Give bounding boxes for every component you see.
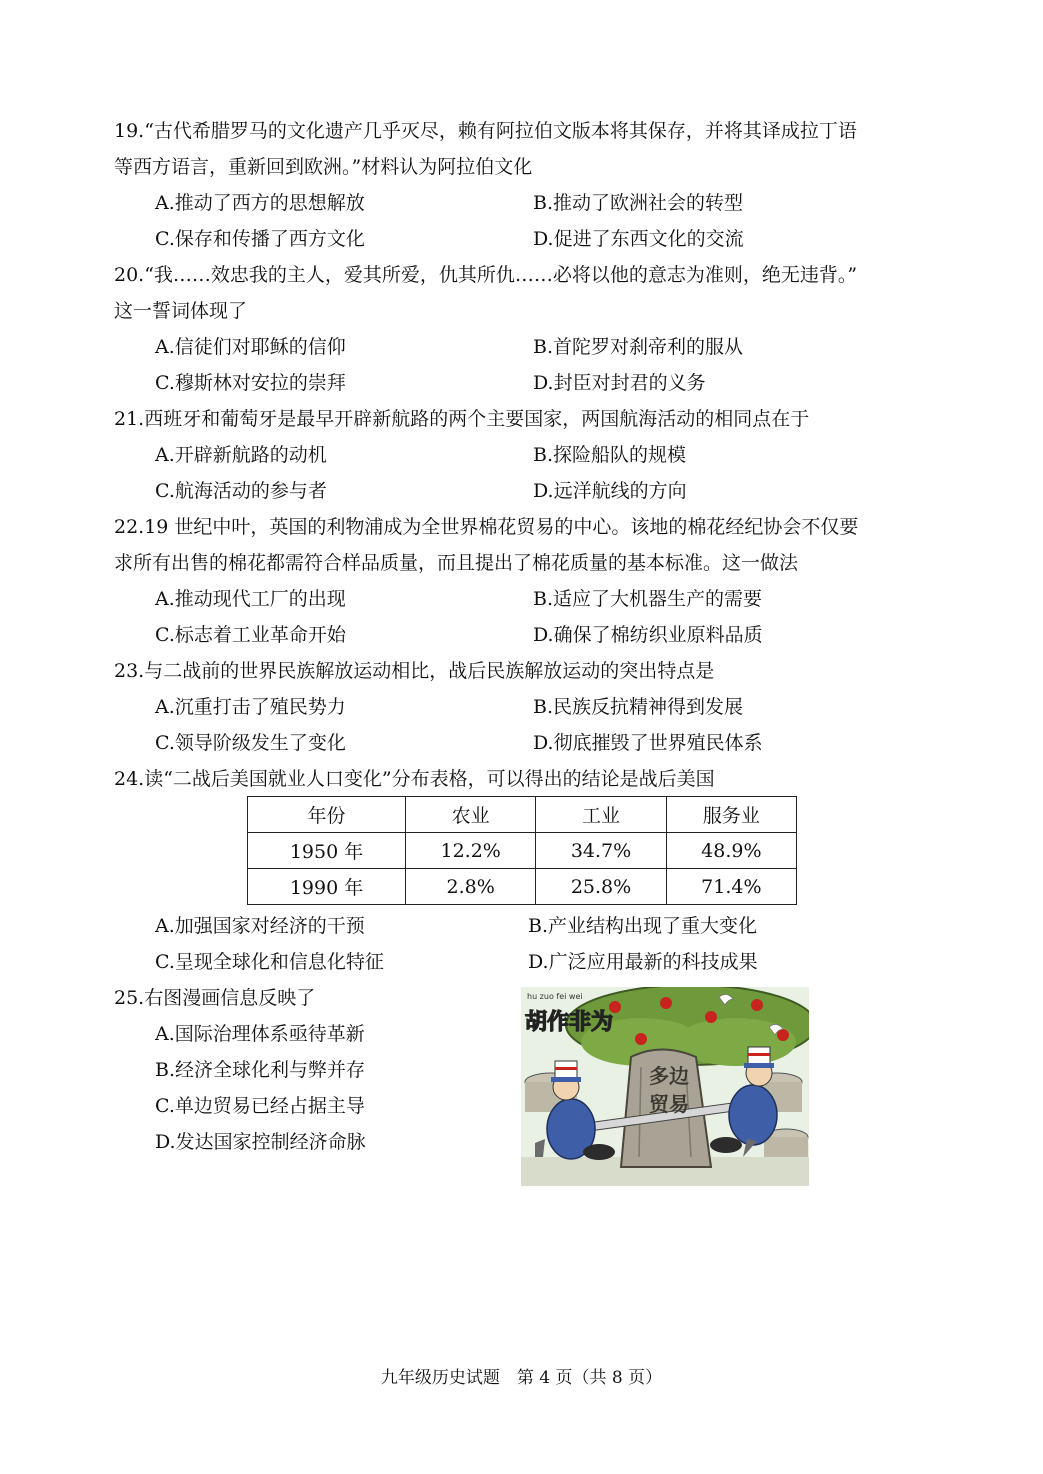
q23-option-a: A.沉重打击了殖民势力 <box>155 696 346 718</box>
q24-option-c: C.呈现全球化和信息化特征 <box>155 951 384 973</box>
table-header-cell: 年份 <box>248 797 406 833</box>
table-cell: 71.4% <box>666 869 796 905</box>
q20-option-c: C.穆斯林对安拉的崇拜 <box>155 372 346 394</box>
cartoon-trunk-text: 多边 <box>649 1064 689 1088</box>
q19-option-c: C.保存和传播了西方文化 <box>155 228 365 250</box>
q25-option-c: C.单边贸易已经占据主导 <box>155 1095 365 1117</box>
q22-option-c: C.标志着工业革命开始 <box>155 624 346 646</box>
q20-option-b: B.首陀罗对刹帝利的服从 <box>533 336 744 358</box>
q19-option-d: D.促进了东西文化的交流 <box>533 228 744 250</box>
table-header-row <box>248 797 797 833</box>
q22-stem-line-2: 求所有出售的棉花都需符合样品质量，而且提出了棉花质量的基本标准。这一做法 <box>114 552 799 574</box>
table-cell: 2.8% <box>406 869 536 905</box>
q23-option-d: D.彻底摧毁了世界殖民体系 <box>533 732 763 754</box>
q22-option-b: B.适应了大机器生产的需要 <box>533 588 763 610</box>
q19-stem-line-2: 等西方语言，重新回到欧洲。”材料认为阿拉伯文化 <box>114 156 533 178</box>
q21-option-a: A.开辟新航路的动机 <box>155 444 327 466</box>
q21-option-c: C.航海活动的参与者 <box>155 480 327 502</box>
page-footer: 九年级历史试题 第 4 页（共 8 页） <box>380 1368 663 1388</box>
table-header-cell: 工业 <box>536 797 666 833</box>
q24-option-d: D.广泛应用最新的科技成果 <box>528 951 758 973</box>
table-row <box>248 833 797 869</box>
trade-cartoon-image <box>521 987 809 1186</box>
employment-table <box>247 796 797 905</box>
q22-option-d: D.确保了棉纺织业原料品质 <box>533 624 763 646</box>
cartoon-title: 胡作非为 <box>525 1010 614 1035</box>
table-cell: 1950 年 <box>248 833 406 869</box>
q21-stem-line-1: 21.西班牙和葡萄牙是最早开辟新航路的两个主要国家，两国航海活动的相同点在于 <box>114 408 810 430</box>
q25-option-d: D.发达国家控制经济命脉 <box>155 1131 366 1153</box>
q20-stem-line-1: 20.“我……效忠我的主人，爱其所爱，仇其所仇……必将以他的意志为准则，绝无违背。” <box>114 264 858 286</box>
table-cell: 25.8% <box>536 869 666 905</box>
q25-stem-line-1: 25.右图漫画信息反映了 <box>114 987 316 1009</box>
q20-option-d: D.封臣对封君的义务 <box>533 372 706 394</box>
table-header-cell: 服务业 <box>666 797 796 833</box>
q23-option-b: B.民族反抗精神得到发展 <box>533 696 744 718</box>
q19-option-a: A.推动了西方的思想解放 <box>155 192 365 214</box>
table-header-cell: 农业 <box>406 797 536 833</box>
q23-option-c: C.领导阶级发生了变化 <box>155 732 346 754</box>
table-cell: 1990 年 <box>248 869 406 905</box>
q25-option-a: A.国际治理体系亟待革新 <box>155 1023 365 1045</box>
q19-stem-line-1: 19.“古代希腊罗马的文化遗产几乎灭尽，赖有阿拉伯文版本将其保存，并将其译成拉丁语 <box>114 120 857 142</box>
q24-option-a: A.加强国家对经济的干预 <box>155 915 365 937</box>
q24-option-b: B.产业结构出现了重大变化 <box>528 915 758 937</box>
q21-option-b: B.探险船队的规模 <box>533 444 687 466</box>
table-cell: 12.2% <box>406 833 536 869</box>
q22-stem-line-1: 22.19 世纪中叶，英国的利物浦成为全世界棉花贸易的中心。该地的棉花经纪协会不仅要 <box>114 516 859 538</box>
cartoon-small-text: hu zuo fei wei <box>527 992 583 1001</box>
table-cell: 34.7% <box>536 833 666 869</box>
q22-option-a: A.推动现代工厂的出现 <box>155 588 346 610</box>
q20-option-a: A.信徒们对耶稣的信仰 <box>155 336 346 358</box>
q25-option-b: B.经济全球化利与弊并存 <box>155 1059 366 1081</box>
table-row <box>248 869 797 905</box>
cartoon-trunk-text-2: 贸易 <box>649 1092 689 1116</box>
q19-option-b: B.推动了欧洲社会的转型 <box>533 192 744 214</box>
q23-stem-line-1: 23.与二战前的世界民族解放运动相比，战后民族解放运动的突出特点是 <box>114 660 715 682</box>
q24-stem-line-1: 24.读“二战后美国就业人口变化”分布表格，可以得出的结论是战后美国 <box>114 768 715 790</box>
q21-option-d: D.远洋航线的方向 <box>533 480 687 502</box>
table-cell: 48.9% <box>666 833 796 869</box>
q20-stem-line-2: 这一誓词体现了 <box>114 300 248 322</box>
